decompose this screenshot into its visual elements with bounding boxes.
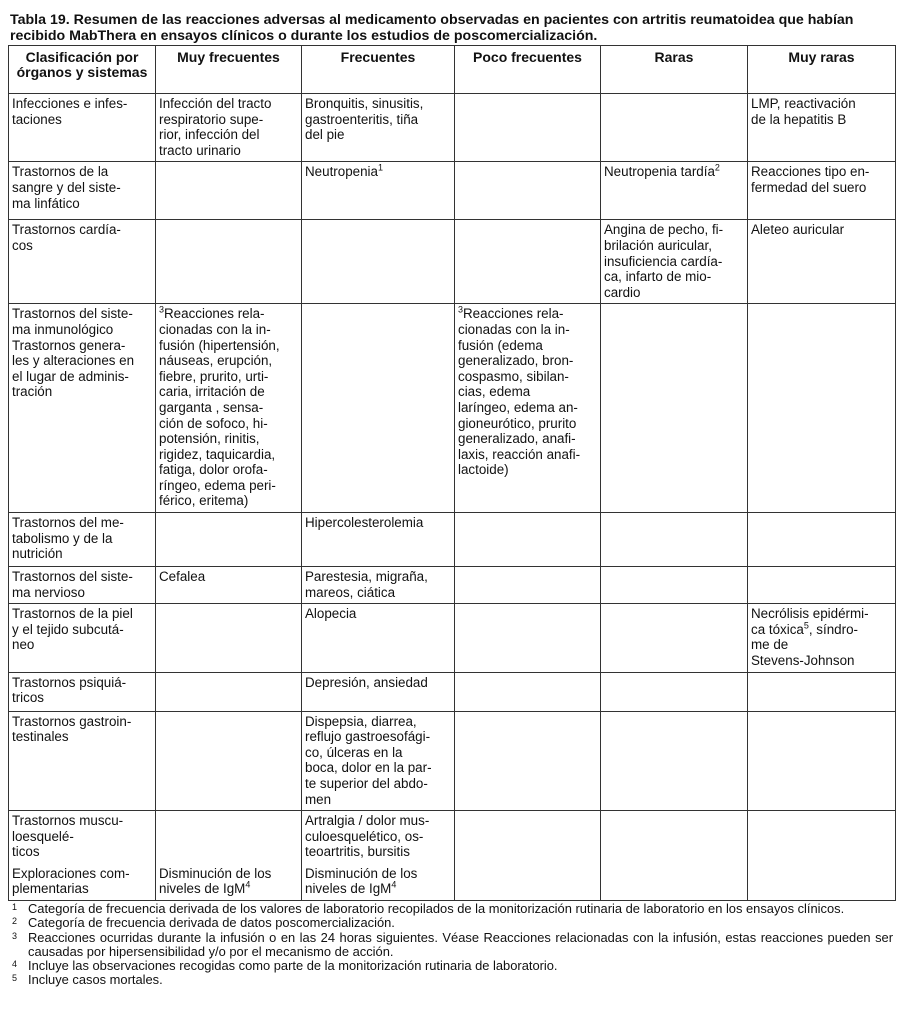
- footnote-number: 5: [12, 973, 18, 984]
- cell-poco-frecuentes: [455, 604, 601, 672]
- table-row: [9, 567, 896, 604]
- cell-raras: [601, 94, 748, 162]
- cell-raras: [601, 567, 748, 604]
- table-row: [9, 604, 896, 672]
- cell-muy-raras: [748, 672, 896, 711]
- cell-frecuentes: Dispepsia, diarrea, reflujo gastroesofági- co, úlceras en la boca, dolor en la par- te superior del abdo- men: [302, 711, 455, 811]
- footnote-ref: 4: [391, 879, 397, 890]
- cell-raras: [601, 864, 748, 901]
- cell-organ: Trastornos del me- tabolismo y de la nutrición: [9, 513, 156, 567]
- footnote-number: 2: [12, 916, 18, 927]
- cell-muy-frecuentes: [156, 864, 302, 901]
- footnote-ref: 5: [803, 620, 809, 631]
- cell-muy-frecuentes: [156, 672, 302, 711]
- table-row: [9, 513, 896, 567]
- cell-organ: Trastornos del siste- ma inmunológico Trastornos genera- les y alteraciones en el lugar de adminis- tración: [9, 304, 156, 513]
- cell-poco-frecuentes: [455, 94, 601, 162]
- header-muy-raras: Muy raras: [748, 46, 896, 94]
- cell-text-tail: , síndro- me de Stevens-Johnson: [751, 621, 858, 669]
- cell-raras: [601, 672, 748, 711]
- cell-poco-frecuentes: [455, 672, 601, 711]
- cell-frecuentes: [302, 304, 455, 513]
- cell-organ: Trastornos psiquiá- tricos: [9, 672, 156, 711]
- table-row: [9, 94, 896, 162]
- cell-muy-frecuentes: [156, 162, 302, 220]
- footnote-number: 1: [12, 902, 18, 912]
- cell-raras: [601, 162, 748, 220]
- cell-muy-frecuentes: [156, 604, 302, 672]
- cell-organ: Trastornos cardía- cos: [9, 220, 156, 304]
- table-header-row: [9, 46, 896, 94]
- cell-poco-frecuentes: [455, 711, 601, 811]
- cell-text: Disminución de los niveles de IgM: [159, 865, 272, 897]
- cell-organ: Trastornos gastroin- testinales: [9, 711, 156, 811]
- table-row: [9, 811, 896, 864]
- adverse-reactions-table: [8, 45, 896, 901]
- cell-raras: [601, 604, 748, 672]
- cell-muy-raras: [748, 304, 896, 513]
- cell-muy-raras: [748, 604, 896, 672]
- header-raras: Raras: [601, 46, 748, 94]
- cell-organ: Trastornos de la piel y el tejido subcutá- neo: [9, 604, 156, 672]
- cell-organ: Trastornos muscu- loesquelé- ticos: [9, 811, 156, 864]
- cell-muy-raras: [748, 811, 896, 864]
- cell-muy-frecuentes: [156, 711, 302, 811]
- table-row: [9, 864, 896, 901]
- cell-organ: Exploraciones com- plementarias: [9, 864, 156, 901]
- header-organ-class: Clasificación por órganos y sistemas: [9, 46, 156, 94]
- cell-muy-frecuentes: [156, 811, 302, 864]
- cell-frecuentes: [302, 162, 455, 220]
- footnote-ref: 4: [245, 879, 251, 890]
- cell-poco-frecuentes: [455, 220, 601, 304]
- cell-muy-frecuentes: Infección del tracto respiratorio supe- rior, infección del tracto urinario: [156, 94, 302, 162]
- cell-frecuentes: Hipercolesterolemia: [302, 513, 455, 567]
- table-row: [9, 711, 896, 811]
- footnotes: [8, 902, 893, 988]
- cell-muy-raras: Reacciones tipo en- fermedad del suero: [748, 162, 896, 220]
- cell-muy-raras: LMP, reactivación de la hepatitis B: [748, 94, 896, 162]
- cell-frecuentes: Artralgia / dolor mus- culoesquelético, os- teoartritis, bursitis: [302, 811, 455, 864]
- cell-raras: [601, 513, 748, 567]
- cell-muy-frecuentes: [156, 304, 302, 513]
- cell-text: Neutropenia tardía: [604, 164, 715, 180]
- cell-frecuentes: Parestesia, migraña, mareos, ciática: [302, 567, 455, 604]
- footnote: [8, 902, 893, 916]
- cell-raras: [601, 304, 748, 513]
- footnote: [8, 931, 893, 960]
- cell-poco-frecuentes: [455, 304, 601, 513]
- cell-text: Reacciones rela- cionadas con la in- fusión (edema generalizado, bron- cospasmo, sibilan- cias, edema laríngeo, edema an- gioneurótico, prurito generalizado, anafi- laxis, reacción anafi- lactoide): [458, 306, 581, 478]
- cell-muy-raras: [748, 513, 896, 567]
- footnote-number: 4: [12, 959, 18, 970]
- cell-frecuentes: Bronquitis, sinusitis, gastroenteritis, tiña del pie: [302, 94, 455, 162]
- cell-organ: Infecciones e infes- taciones: [9, 94, 156, 162]
- header-muy-frecuentes: Muy frecuentes: [156, 46, 302, 94]
- table-row: [9, 220, 896, 304]
- footnote-text: Categoría de frecuencia derivada de los valores de laboratorio recopilados de la monitorización rutinaria de laboratorio en los ensayos clínicos.: [28, 901, 845, 916]
- footnote-ref: 3: [458, 304, 464, 315]
- cell-poco-frecuentes: [455, 864, 601, 901]
- footnote-number: 3: [12, 930, 18, 941]
- cell-muy-frecuentes: [156, 220, 302, 304]
- footnote-text: Reacciones ocurridas durante la infusión o en las 24 horas siguientes. Véase Reacciones relacionadas con la infusión, estas reacciones pueden ser causadas por hipersensibilidad y/o por el mecanismo de acción.: [28, 929, 893, 959]
- cell-muy-frecuentes: [156, 513, 302, 567]
- footnote-text: Categoría de frecuencia derivada de datos poscomercialización.: [28, 915, 395, 931]
- cell-poco-frecuentes: [455, 513, 601, 567]
- footnote-ref: 2: [714, 162, 720, 173]
- cell-frecuentes: Alopecia: [302, 604, 455, 672]
- cell-raras: [601, 711, 748, 811]
- cell-poco-frecuentes: [455, 162, 601, 220]
- cell-muy-raras: [748, 711, 896, 811]
- cell-text: Reacciones rela- cionadas con la in- fusión (hipertensión, náuseas, erupción, fiebre, prurito, urti- caria, irritación de garganta , sensa- ción de sofoco, hi- potensión, rinitis, rigidez, taquicardia, fatiga, dolor orofa- ríngeo, edema peri- férico, eritema): [159, 306, 280, 509]
- footnote-text: Incluye casos mortales.: [28, 972, 163, 988]
- cell-muy-raras: [748, 864, 896, 901]
- cell-poco-frecuentes: [455, 567, 601, 604]
- cell-text: Disminución de los niveles de IgM: [305, 865, 418, 897]
- header-frecuentes: Frecuentes: [302, 46, 455, 94]
- footnote-ref: 1: [377, 162, 383, 173]
- cell-frecuentes: Depresión, ansiedad: [302, 672, 455, 711]
- cell-muy-raras: [748, 567, 896, 604]
- header-poco-frecuentes: Poco frecuentes: [455, 46, 601, 94]
- footnote: [8, 959, 893, 973]
- footnote: [8, 916, 893, 930]
- cell-text: Necrólisis epidérmi- ca tóxica: [751, 606, 869, 637]
- cell-organ: Trastornos del siste- ma nervioso: [9, 567, 156, 604]
- cell-organ: Trastornos de la sangre y del siste- ma linfático: [9, 162, 156, 220]
- table-caption: Tabla 19. Resumen de las reacciones adversas al medicamento observadas en pacientes con artritis reumatoidea que habían recibido MabThera en ensayos clínicos o durante los estudios de poscomercialización.: [10, 12, 854, 44]
- cell-muy-frecuentes: Cefalea: [156, 567, 302, 604]
- footnote-ref: 3: [159, 304, 165, 315]
- cell-muy-raras: Aleteo auricular: [748, 220, 896, 304]
- footnote-text: Incluye las observaciones recogidas como parte de la monitorización rutinaria de laboratorio.: [28, 958, 558, 974]
- cell-frecuentes: [302, 864, 455, 901]
- cell-raras: Angina de pecho, fi- brilación auricular, insuficiencia cardía- ca, infarto de mio- cardio: [601, 220, 748, 304]
- cell-raras: [601, 811, 748, 864]
- table-row: [9, 304, 896, 513]
- cell-text: Neutropenia: [305, 164, 378, 180]
- footnote: [8, 973, 893, 987]
- cell-frecuentes: [302, 220, 455, 304]
- table-row: [9, 162, 896, 220]
- table-row: [9, 672, 896, 711]
- cell-poco-frecuentes: [455, 811, 601, 864]
